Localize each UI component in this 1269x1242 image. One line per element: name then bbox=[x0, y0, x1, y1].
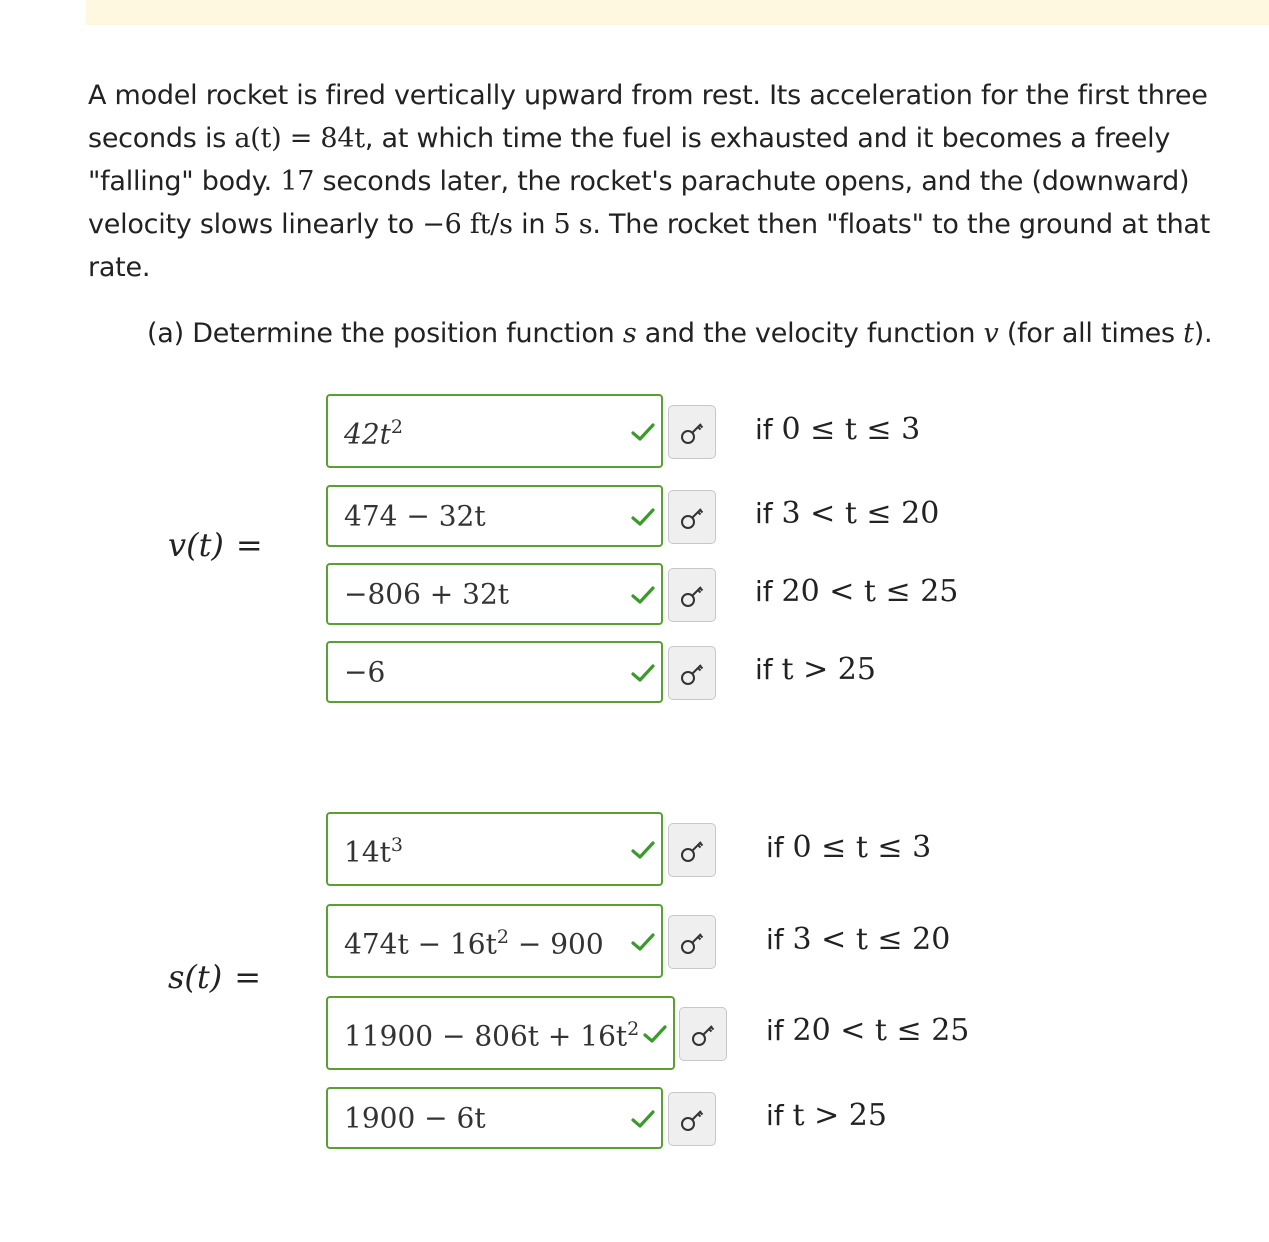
answer-key-button[interactable] bbox=[668, 646, 716, 700]
velocity-answer-4[interactable] bbox=[326, 641, 663, 703]
part-a-prompt: (a) Determine the position function s and the velocity function v (for all times t). bbox=[147, 318, 1213, 349]
answer-key-icon bbox=[680, 583, 706, 609]
math-seconds: 17 bbox=[280, 166, 315, 197]
answer-key-button[interactable] bbox=[668, 823, 716, 877]
position-answer-1[interactable] bbox=[326, 812, 663, 886]
math-duration: 5 s bbox=[553, 209, 593, 240]
velocity-condition-2: if 3 < t ≤ 20 bbox=[755, 496, 940, 531]
answer-key-button[interactable] bbox=[668, 1092, 716, 1146]
velocity-condition-4: if t > 25 bbox=[755, 652, 876, 687]
answer-value: −806 + 32t bbox=[344, 577, 510, 611]
answer-key-button[interactable] bbox=[668, 568, 716, 622]
velocity-condition-1: if 0 ≤ t ≤ 3 bbox=[755, 412, 921, 447]
velocity-label: v(t) = bbox=[168, 526, 263, 564]
answer-key-icon bbox=[680, 661, 706, 687]
check-icon bbox=[631, 663, 655, 683]
answer-key-icon bbox=[680, 838, 706, 864]
velocity-answer-1[interactable] bbox=[326, 394, 663, 468]
check-icon bbox=[631, 507, 655, 527]
velocity-answer-2[interactable] bbox=[326, 485, 663, 547]
position-condition-4: if t > 25 bbox=[766, 1098, 887, 1133]
answer-value: 474 − 32t bbox=[344, 499, 486, 533]
check-icon bbox=[643, 1024, 667, 1044]
position-condition-2: if 3 < t ≤ 20 bbox=[766, 922, 951, 957]
answer-key-icon bbox=[680, 1107, 706, 1133]
top-banner bbox=[86, 0, 1269, 25]
answer-key-icon bbox=[680, 505, 706, 531]
check-icon bbox=[631, 840, 655, 860]
position-condition-3: if 20 < t ≤ 25 bbox=[766, 1013, 970, 1048]
position-condition-1: if 0 ≤ t ≤ 3 bbox=[766, 830, 932, 865]
check-icon bbox=[631, 1109, 655, 1129]
check-icon bbox=[631, 932, 655, 952]
problem-statement: A model rocket is fired vertically upward from rest. Its acceleration for the first three seconds is a(t) = 84t, at which time the fuel is exhausted and it becomes a freely "falling" body. 17 seconds later, the rocket's parachute opens, and the (downward) velocity slows linearly to −6 ft/s in 5 s. The rocket then "floats" to the ground at that rate. bbox=[88, 80, 1211, 283]
check-icon bbox=[631, 585, 655, 605]
answer-key-button[interactable] bbox=[668, 915, 716, 969]
answer-value: $14t^3$ bbox=[344, 834, 403, 869]
answer-key-button[interactable] bbox=[668, 490, 716, 544]
position-answer-2[interactable] bbox=[326, 904, 663, 978]
position-label: s(t) = bbox=[168, 958, 262, 996]
answer-key-button[interactable] bbox=[668, 405, 716, 459]
position-answer-4[interactable] bbox=[326, 1087, 663, 1149]
math-velocity: −6 ft/s bbox=[422, 209, 513, 240]
answer-key-button[interactable] bbox=[679, 1007, 727, 1061]
check-icon bbox=[631, 422, 655, 442]
answer-key-icon bbox=[680, 930, 706, 956]
velocity-condition-3: if 20 < t ≤ 25 bbox=[755, 574, 959, 609]
answer-value: −6 bbox=[344, 655, 386, 689]
position-answer-3[interactable] bbox=[326, 996, 675, 1070]
answer-value: $11900 - 806t + 16t^2$ bbox=[344, 1018, 640, 1053]
answer-value: $474t - 16t^2 - 900$ bbox=[344, 926, 604, 961]
answer-key-icon bbox=[680, 420, 706, 446]
math-acceleration: a(t) = 84t bbox=[234, 123, 365, 154]
answer-value: $42t^2$ bbox=[344, 416, 403, 451]
answer-key-icon bbox=[691, 1022, 717, 1048]
velocity-answer-3[interactable] bbox=[326, 563, 663, 625]
answer-value: 1900 − 6t bbox=[344, 1101, 486, 1135]
